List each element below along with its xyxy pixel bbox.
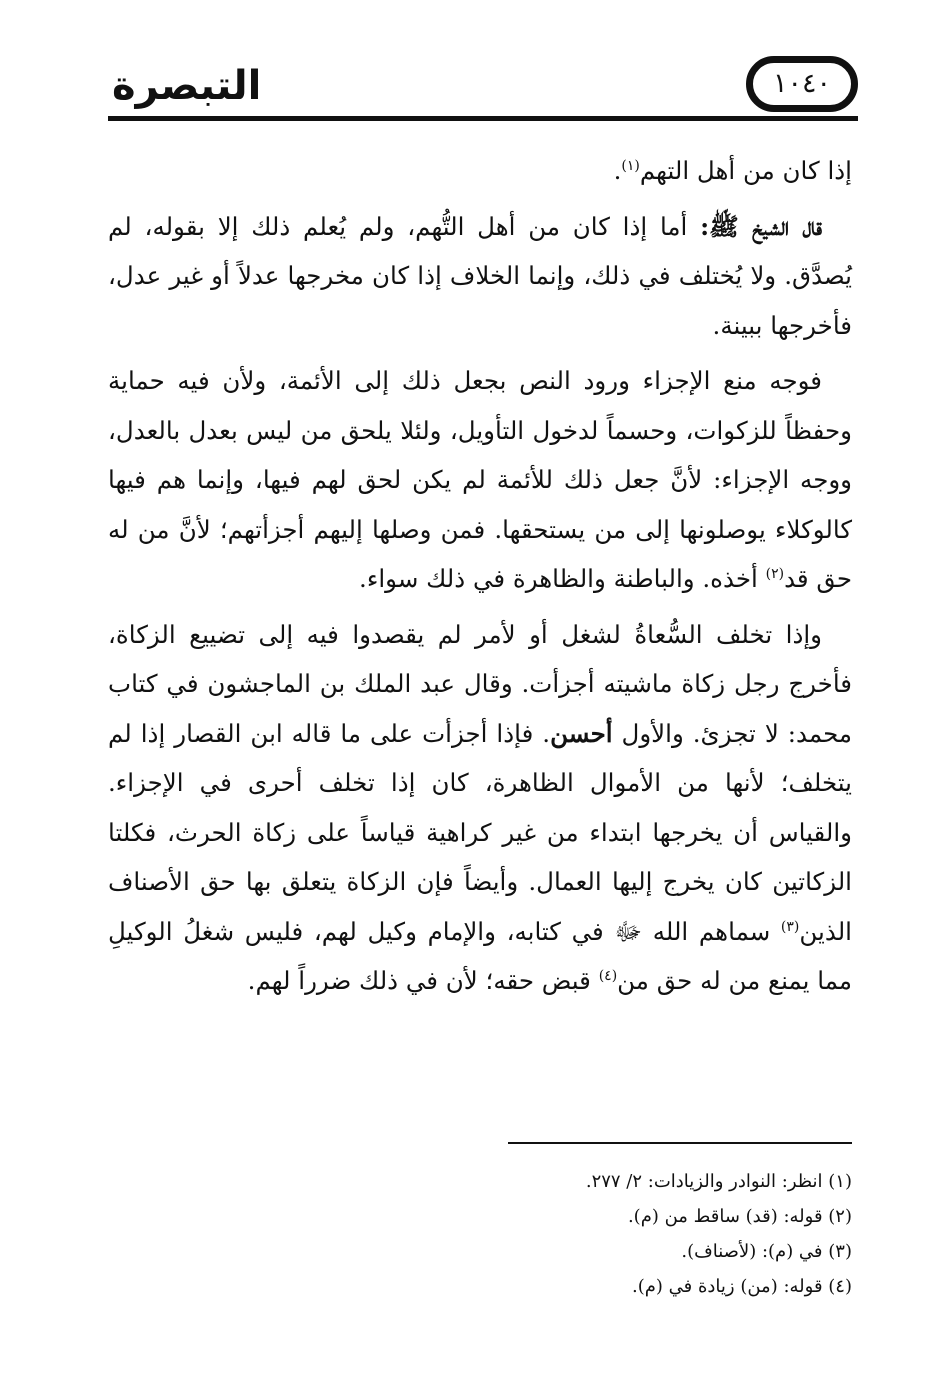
footnote-separator bbox=[508, 1142, 852, 1144]
paragraph-2: قال الشيخ ﷺ: أما إذا كان من أهل التُّهم، ولم يُعلم ذلك إلا بقوله، لم يُصدَّق. ولا يُختلف في ذلك، وإنما الخلاف إذا كان مخرجها عدلاً أو غير عدل، فأخرجها ببينة. bbox=[108, 211, 852, 340]
emphasis-text: أحسن bbox=[550, 718, 613, 748]
footnote-2: (٢) قوله: (قد) ساقط من (م). bbox=[627, 1206, 852, 1227]
footnote-1: (١) انظر: النوادر والزيادات: ٢/ ٢٧٧. bbox=[585, 1171, 852, 1192]
footnote-ref-1: (١) bbox=[621, 157, 640, 174]
footnote-3: (٣) في (م): (لأصناف). bbox=[681, 1241, 852, 1262]
header-rule bbox=[108, 116, 858, 121]
book-title: التبصرة bbox=[112, 63, 262, 109]
page-number: ١٠٤٠ bbox=[772, 68, 831, 99]
paragraph-1: إذا كان من أهل التهم$^{(١)}$. bbox=[613, 156, 852, 185]
page-header bbox=[108, 56, 858, 128]
main-text bbox=[108, 146, 852, 1012]
speaker-label: قال الشيخ ﷺ: bbox=[700, 211, 822, 241]
footnote-4: (٤) قوله: (من) زيادة في (م). bbox=[632, 1276, 852, 1297]
footnotes bbox=[408, 1164, 852, 1304]
footnote-ref-3: (٣) bbox=[780, 918, 800, 935]
paragraph-4: وإذا تخلف السُّعاةُ لشغل أو لأمر لم يقصدوا فيه إلى تضييع الزكاة، فأخرج رجل زكاة ماشيته أجزأت. وقال عبد الملك بن الماجشون في كتاب محمد: لا تجزئ. والأول أحسن. فإذا أجزأت على ما قاله ابن القصار إذا لم يتخلف؛ لأنها من الأموال الظاهرة، كان إذا تخلف أحرى في الإجزاء. والقياس أن يخرجها ابتداء من غير كراهية قياساً على زكاة الحرث، فكلتا الزكاتين كان يخرج إليها العمال. وأيضاً فإن الزكاة يتعلق بها حق الأصناف الذين$^{(٣)}$ سماهم الله ﷻ في كتابه، والإمام وكيل لهم، فليس شغلُ الوكيلِ مما يمنع من له حق من$^{(٤)}$ قبض حقه؛ لأن في ذلك ضرراً لهم. bbox=[108, 619, 853, 995]
footnote-ref-2: (٢) bbox=[765, 565, 785, 582]
paragraph-3: فوجه منع الإجزاء ورود النص بجعل ذلك إلى الأئمة، ولأن فيه حماية وحفظاً للزكوات، وحسماً لدخول التأويل، ولئلا يلحق من ليس بعدل بالعدل، ووجه الإجزاء: لأنَّ جعل ذلك للأئمة لم يكن لحق لهم فيها، وإنما هم فيها كالوكلاء يوصلونها إلى من يستحقها. فمن وصلها إليهم أجزأتهم؛ لأنَّ من له حق قد$^{(٢)}$ أخذه. والباطنة والظاهرة في ذلك سواء. bbox=[108, 366, 852, 593]
footnote-ref-4: (٤) bbox=[598, 967, 618, 984]
